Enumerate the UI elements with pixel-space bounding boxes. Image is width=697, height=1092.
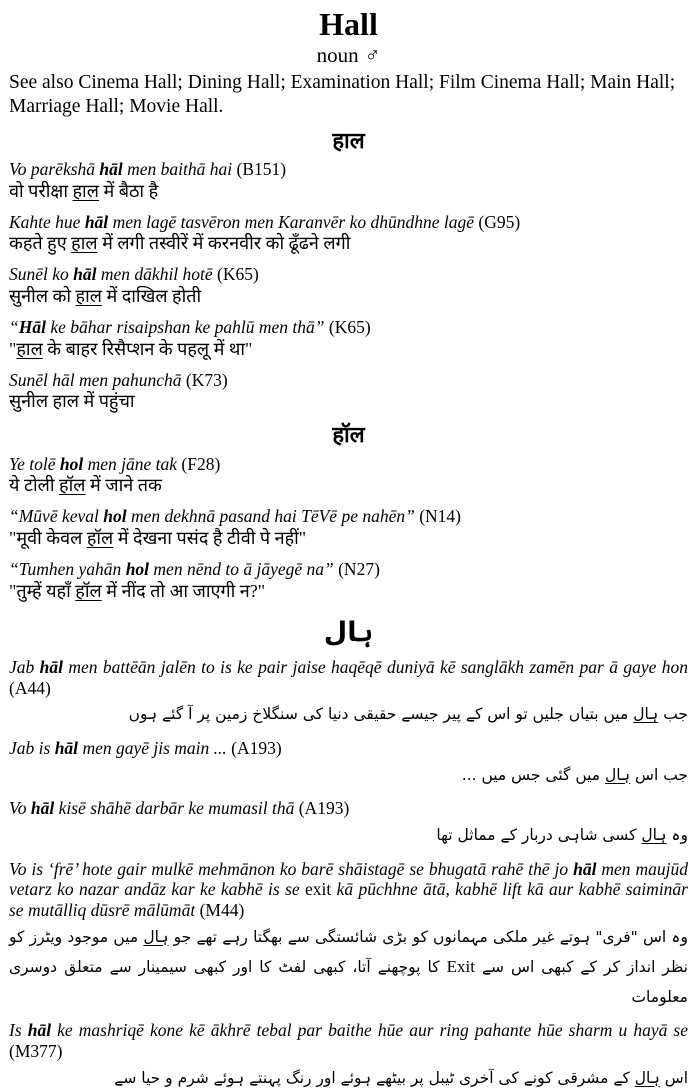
example-entry — [9, 212, 688, 256]
text-segment: Jab — [9, 657, 40, 677]
example-translation — [9, 761, 688, 790]
male-gender-icon: ♂ — [365, 43, 381, 67]
text-segment: Exit — [447, 957, 475, 976]
text-segment: (A44) — [9, 678, 51, 698]
text-segment: Hāl — [19, 317, 46, 337]
text-segment: men dekhnā pasand hai TēVē pe nahēn” — [127, 506, 420, 526]
text-segment: men nēnd to ā jāyegē na” — [149, 559, 338, 579]
text-segment: (M44) — [200, 900, 245, 920]
headword-underlined: ہال — [635, 1069, 660, 1087]
text-segment: hol — [60, 454, 83, 474]
text-segment: में लगी तस्वीरें में करनवीर को ढूँढने लगी — [98, 233, 351, 253]
section-heading: ہال — [9, 617, 688, 649]
headword-underlined: हाल — [76, 286, 102, 306]
headword-underlined: हॉल — [59, 475, 85, 495]
text-segment: men battēān jalēn to is ke pair jaise haqēqē duniyā kē sanglākh zamēn par ā gaye hon — [63, 657, 688, 677]
text-segment: kā pūchhne ātā, kabhē lift kā aur kabhē saiminār se mutālliq dūsrē mālūmāt — [9, 879, 688, 920]
text-segment: جب — [658, 705, 688, 723]
text-segment: Vo parēkshā — [9, 159, 99, 179]
headword-underlined: ہال — [143, 928, 168, 946]
text-segment: Sunēl ko — [9, 264, 73, 284]
text-segment: kisē shāhē darbār ke mumasil thā — [54, 798, 299, 818]
example-translation — [9, 474, 688, 497]
example-translation — [9, 285, 688, 308]
text-segment: में जाने तक — [85, 475, 161, 495]
text-segment: Ye tolē — [9, 454, 60, 474]
example-entry — [9, 159, 688, 203]
text-segment: “ — [9, 317, 19, 337]
text-segment: “Mūvē keval — [9, 506, 103, 526]
text-segment: में देखना पसंद है टीवी पे नहीं" — [113, 528, 306, 548]
example-romanized — [9, 454, 688, 475]
text-segment: में दाखिल होती — [102, 286, 201, 306]
text-segment: सुनील हाल में पहुंचा — [9, 391, 135, 411]
text-segment: exit — [305, 879, 331, 899]
text-segment: (B151) — [237, 159, 287, 179]
section-heading: हाल — [9, 128, 688, 154]
example-romanized — [9, 506, 688, 527]
text-segment: (M377) — [9, 1041, 62, 1061]
example-translation — [9, 1064, 688, 1092]
example-romanized — [9, 859, 688, 921]
part-of-speech-label: noun — [317, 43, 359, 67]
example-translation — [9, 700, 688, 729]
example-translation — [9, 390, 688, 413]
dictionary-section — [9, 617, 688, 1092]
example-translation — [9, 580, 688, 603]
example-entry — [9, 798, 688, 849]
example-entry — [9, 370, 688, 414]
text-segment: वो परीक्षा — [9, 181, 73, 201]
example-translation — [9, 527, 688, 550]
text-segment: men baithā hai — [123, 159, 237, 179]
text-segment: (A193) — [231, 738, 282, 758]
dictionary-section — [9, 128, 688, 414]
text-segment: में नींद तो आ जाएगी न?" — [102, 581, 265, 601]
example-entry — [9, 1020, 688, 1092]
text-segment: men jāne tak — [83, 454, 181, 474]
text-segment: ke mashriqē kone kē ākhrē tebal par baithe hūe aur ring pahante hūe sharm u hayā se — [51, 1020, 688, 1040]
text-segment: (A193) — [299, 798, 350, 818]
text-segment: “Tumhen yahān — [9, 559, 126, 579]
text-segment: میں موجود ویٹرز کو نظر انداز کر کے کبھی اس سے — [9, 928, 688, 977]
text-segment: men lagē tasvēron men Karanvēr ko dhūndhne lagē — [108, 212, 478, 232]
example-entry — [9, 264, 688, 308]
text-segment: में बैठा है — [99, 181, 158, 201]
example-romanized — [9, 317, 688, 338]
example-entry — [9, 559, 688, 603]
text-segment: Is — [9, 1020, 28, 1040]
text-segment: "तुम्हें यहाँ — [9, 581, 75, 601]
example-entry — [9, 859, 688, 1012]
text-segment: Vo is ‘frē’ hote gair mulkē mehmānon ko barē shāistagē se bhugatā rahē thē jo — [9, 859, 573, 879]
text-segment: وہ — [667, 826, 689, 844]
headword-underlined: ہال — [605, 766, 630, 784]
text-segment: Kahte hue — [9, 212, 85, 232]
text-segment: hāl — [573, 859, 596, 879]
text-segment: " — [9, 339, 16, 359]
text-segment: کا پوچھنے آتا، کبھی لفٹ کا اور کبھی سیمینار سے متعلق دوسری معلومات — [9, 958, 688, 1005]
text-segment: hāl — [40, 657, 63, 677]
headword-underlined: हाल — [16, 339, 42, 359]
see-also-text: See also Cinema Hall; Dining Hall; Examination Hall; Film Cinema Hall; Main Hall; Marriage Hall; Movie Hall. — [9, 71, 688, 119]
example-romanized — [9, 212, 688, 233]
text-segment: کے مشرقی کونے کی آخری ٹیبل پر بیٹھے ہوئے اور رنگ پہنتے ہوئے شرم و حیا سے — [114, 1069, 634, 1087]
example-entry — [9, 454, 688, 498]
example-romanized — [9, 738, 688, 759]
example-entry — [9, 738, 688, 789]
example-entry — [9, 317, 688, 361]
example-translation — [9, 338, 688, 361]
headword-underlined: हॉल — [87, 528, 113, 548]
text-segment: اس — [660, 1069, 688, 1087]
text-segment: hāl — [99, 159, 122, 179]
text-segment: hāl — [55, 738, 78, 758]
text-segment: میں گئی جس میں ... — [462, 766, 605, 784]
text-segment: (K65) — [329, 317, 371, 337]
example-romanized — [9, 264, 688, 285]
example-romanized — [9, 1020, 688, 1061]
text-segment: के बाहर रिसैप्शन के पहलू में था" — [43, 339, 253, 359]
page-title: Hall — [9, 6, 688, 43]
text-segment: Vo — [9, 798, 31, 818]
example-romanized — [9, 159, 688, 180]
example-translation — [9, 180, 688, 203]
section-heading: हॉल — [9, 422, 688, 448]
dictionary-section — [9, 422, 688, 602]
text-segment: hol — [103, 506, 126, 526]
text-segment: सुनील को — [9, 286, 76, 306]
text-segment: (N27) — [338, 559, 380, 579]
text-segment: کسی شاہی دربار کے مماثل تھا — [436, 826, 641, 844]
text-segment: hol — [126, 559, 149, 579]
text-segment: وہ اس "فری" ہوتے غیر ملکی مہمانوں کو بڑی شائستگی سے بھگتا رہے تھے جو — [168, 928, 688, 946]
headword-underlined: हाल — [71, 233, 97, 253]
headword-underlined: ہال — [633, 705, 658, 723]
example-romanized — [9, 657, 688, 698]
text-segment: (K65) — [217, 264, 259, 284]
text-segment: جب اس — [630, 766, 688, 784]
headword-underlined: ہال — [641, 826, 666, 844]
text-segment: hāl — [28, 1020, 51, 1040]
text-segment: ke bāhar risaipshan ke pahlū men thā” — [46, 317, 329, 337]
text-segment: hāl — [31, 798, 54, 818]
example-romanized — [9, 370, 688, 391]
headword-underlined: हॉल — [75, 581, 101, 601]
example-entry — [9, 657, 688, 729]
text-segment: Sunēl hāl men pahunchā — [9, 370, 186, 390]
sections-container — [9, 128, 688, 1092]
example-entry — [9, 506, 688, 550]
text-segment: कहते हुए — [9, 233, 71, 253]
text-segment: ये टोली — [9, 475, 59, 495]
text-segment: men dākhil hotē — [97, 264, 218, 284]
text-segment: men gayē jis main ... — [78, 738, 231, 758]
text-segment: hāl — [73, 264, 96, 284]
text-segment: "मूवी केवल — [9, 528, 87, 548]
text-segment: (K73) — [186, 370, 228, 390]
text-segment: (F28) — [181, 454, 220, 474]
text-segment: (G95) — [478, 212, 520, 232]
text-segment: Jab is — [9, 738, 55, 758]
text-segment: (N14) — [419, 506, 461, 526]
text-segment: میں بتیاں جلیں تو اس کے پیر جیسے حقیقی دنیا کی سنگلاخ زمین پر آ گئے ہوں — [129, 705, 634, 723]
text-segment: men maujūd vetarz ko nazar andāz kar ke kabhē is se — [9, 859, 688, 900]
example-translation — [9, 923, 688, 1012]
headword-underlined: हाल — [73, 181, 99, 201]
example-translation — [9, 821, 688, 850]
pos-line — [9, 43, 688, 67]
example-translation — [9, 232, 688, 255]
example-romanized — [9, 798, 688, 819]
example-romanized — [9, 559, 688, 580]
text-segment: hāl — [85, 212, 108, 232]
